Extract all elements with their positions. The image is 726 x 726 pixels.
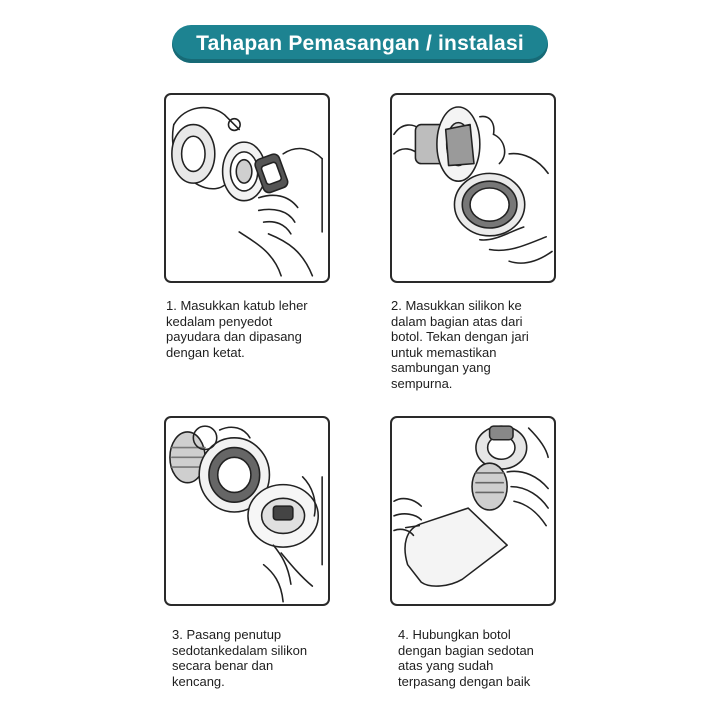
hand-attaching-cap-icon [166,418,328,604]
caption-line: botol. Tekan dengan jari [391,329,529,344]
hand-connecting-bottle-icon [392,418,554,604]
step-4-caption [398,627,598,689]
hand-inserting-valve-icon [166,95,328,281]
caption-line: 4. Hubungkan botol [398,627,511,642]
caption-line: dengan bagian sedotan [398,642,534,658]
step-1-caption [166,298,366,360]
caption-line: sambungan yang [391,360,491,375]
caption-line: atas yang sudah [398,658,494,673]
caption-line: secara benar dan [172,658,274,673]
caption-line: payudara dan dipasang [166,329,302,344]
step-4-illustration [390,416,556,606]
caption-line: kencang. [172,673,225,689]
caption-line: 3. Pasang penutup [172,627,282,642]
caption-line: untuk memastikan [391,344,497,360]
step-3-caption [172,627,372,689]
title-banner [172,25,548,63]
page-title: Tahapan Pemasangan / instalasi [196,32,524,55]
caption-line: dalam bagian atas dari [391,313,523,329]
caption-line: terpasang dengan baik [398,673,531,689]
step-1-illustration [164,93,330,283]
step-2-caption [391,298,591,391]
step-2-illustration [390,93,556,283]
hand-pressing-silicone-icon [392,95,554,281]
step-3-illustration [164,416,330,606]
caption-line: kedalam penyedot [166,313,273,329]
caption-line: sempurna. [391,375,453,391]
caption-line: sedotankedalam silikon [172,642,308,658]
caption-line: 1. Masukkan katub leher [166,298,308,313]
caption-line: 2. Masukkan silikon ke [391,298,522,313]
caption-line: dengan ketat. [166,344,245,360]
